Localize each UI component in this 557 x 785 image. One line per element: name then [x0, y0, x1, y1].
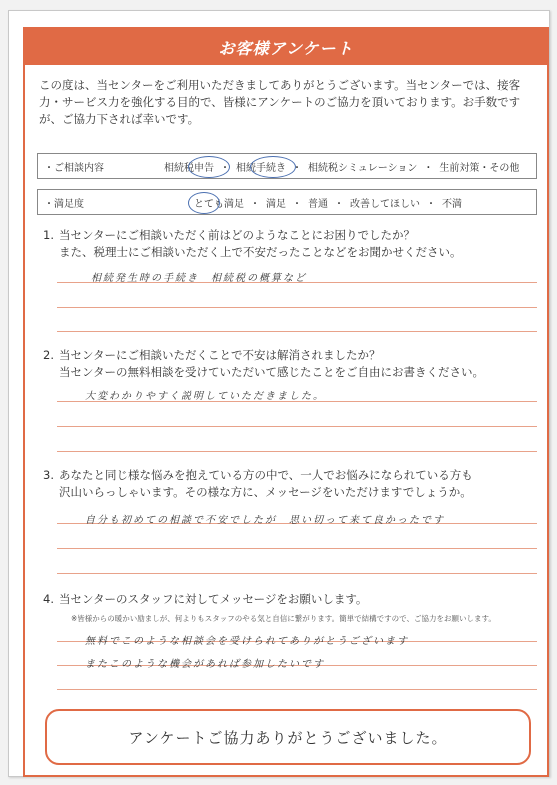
- answer-line: [57, 548, 537, 549]
- question-number: 1.: [43, 228, 54, 242]
- question-text: 当センターにご相談いただく前はどのようなことにお困りでしたか？: [59, 228, 416, 242]
- separator: ・: [426, 198, 436, 210]
- question-4: [43, 591, 533, 608]
- question-text: 沢山いらっしゃいます。その様な方に、メッセージをいただけますでしょうか。: [59, 485, 472, 499]
- question-number: 2.: [43, 348, 54, 362]
- consultation-option: 生前対策・その他: [439, 162, 520, 174]
- satisfaction-options: [194, 195, 462, 210]
- question-text: 当センターにご相談いただくことで不安は解消されましたか？: [59, 348, 381, 362]
- handwritten-answer: 相続発生時の手続き 相続税の概算など: [91, 273, 307, 284]
- answer-line: [57, 689, 537, 690]
- separator: ・: [220, 162, 230, 174]
- selection-circle: [188, 156, 230, 178]
- separator: ・: [250, 198, 260, 210]
- question-number: 4.: [43, 592, 54, 606]
- survey-sheet: [8, 10, 550, 777]
- consultation-option: 相続税シミュレーション: [308, 162, 418, 174]
- question-1: [43, 227, 533, 261]
- question-note: ※皆様からの暖かい励ましが、何よりもスタッフのやる気と自信に繋がります。簡単で結構ですので、ご協力をお願いします。: [71, 614, 496, 623]
- handwritten-answer: 無料でこのような相談会を受けられてありがとうございます: [85, 636, 409, 647]
- question-text: 当センターのスタッフに対してメッセージをお願いします。: [59, 592, 368, 606]
- consultation-label: ・ご相談内容: [44, 162, 104, 174]
- intro-text: この度は、当センターをご利用いただきましてありがとうございます。当センターでは、接客力・サービス力を強化する目的で、皆様にアンケートのご協力を頂いております。お手数ですが、ご協力下されば幸いです。: [39, 78, 521, 126]
- satisfaction-option: 普通: [308, 198, 328, 210]
- separator: ・: [292, 198, 302, 210]
- question-text: また、税理士にご相談いただく上で不安だったことなどをお聞かせください。: [59, 245, 462, 259]
- handwritten-answer: 大変わかりやすく説明していただきました。: [85, 391, 325, 402]
- answer-line: [57, 307, 537, 308]
- question-text: あなたと同じ様な悩みを抱えている方の中で、一人でお悩みになられている方も: [59, 468, 473, 482]
- consultation-box: [37, 153, 537, 179]
- answer-line: [57, 426, 537, 427]
- consultation-option: 相続手続き: [236, 162, 286, 174]
- survey-title: お客様アンケート: [218, 38, 354, 58]
- handwritten-answer: 自分も初めての相談で不安でしたが 思い切って来て良かったです: [85, 515, 445, 526]
- consultation-option: 相続税申告: [164, 162, 214, 174]
- answer-line: [57, 573, 537, 574]
- closing-message: アンケートご協力ありがとうございました。: [45, 709, 531, 765]
- separator: ・: [334, 198, 344, 210]
- satisfaction-box: [37, 189, 537, 215]
- survey-frame: [23, 27, 549, 777]
- separator: ・: [423, 162, 434, 174]
- question-text: 当センターの無料相談を受けていただいて感じたことをご自由にお書きください。: [59, 365, 485, 379]
- question-3: [43, 467, 533, 501]
- question-number: 3.: [43, 468, 54, 482]
- question-2: [43, 347, 533, 381]
- satisfaction-option: 不満: [442, 198, 462, 210]
- satisfaction-option: 改善してほしい: [350, 198, 420, 210]
- survey-header: [25, 29, 547, 65]
- selection-circle: [188, 192, 220, 214]
- handwritten-answer: またこのような機会があれば参加したいです: [85, 659, 325, 670]
- answer-line: [57, 451, 537, 452]
- separator: ・: [292, 162, 302, 174]
- answer-line: [57, 331, 537, 332]
- selection-circle: [250, 156, 296, 178]
- satisfaction-label: ・満足度: [44, 198, 84, 210]
- satisfaction-option: とても満足: [194, 198, 244, 210]
- satisfaction-option: 満足: [266, 198, 286, 210]
